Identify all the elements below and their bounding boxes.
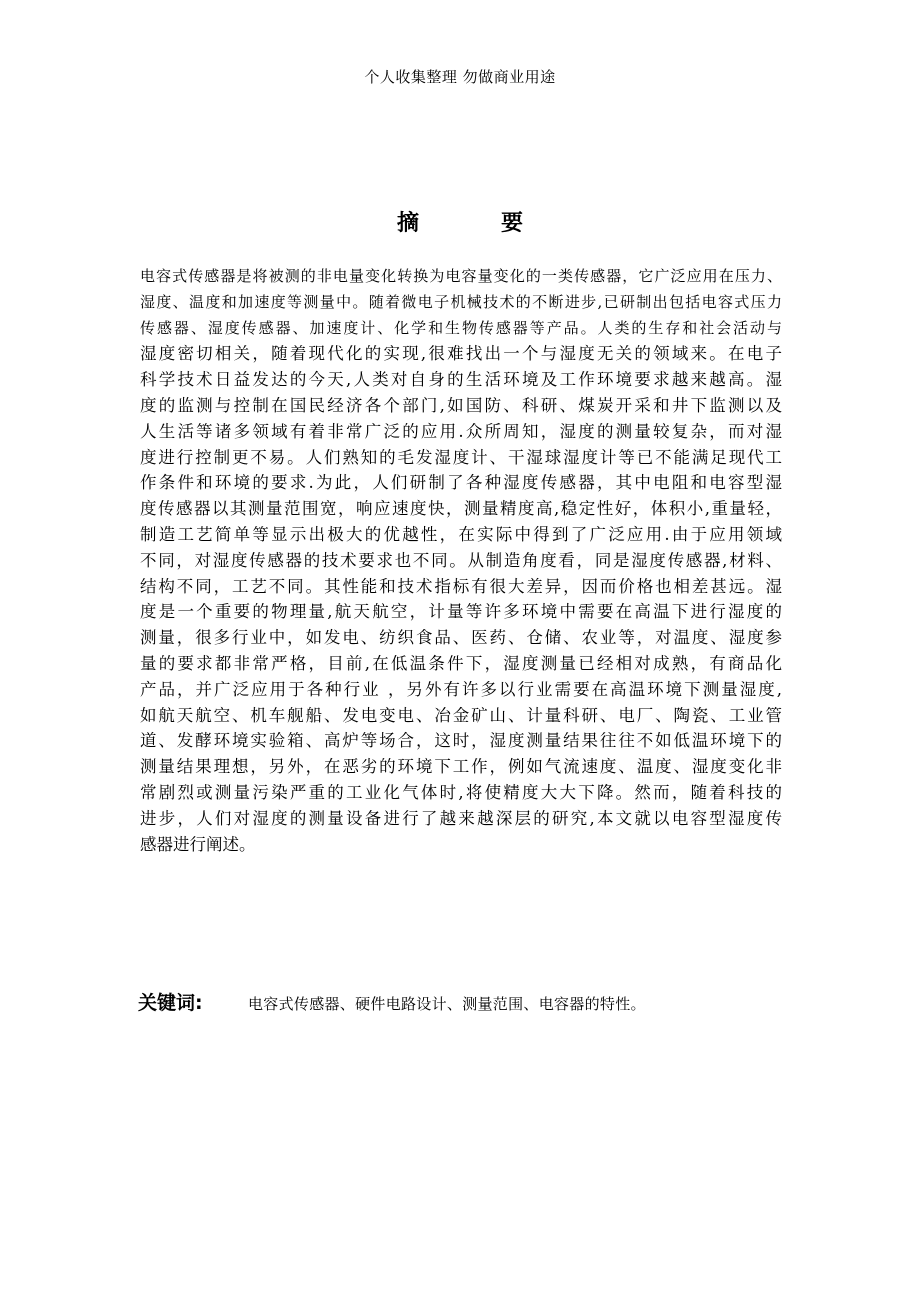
abstract-line: 常剧烈或测量污染严重的工业化气体时,将使精度大大下降。然而，随着科技的 bbox=[140, 782, 782, 802]
abstract-line: 测量，很多行业中，如发电、纺织食品、医药、仓储、农业等，对温度、湿度参 bbox=[140, 628, 782, 648]
keywords-text: 电容式传感器、硬件电路设计、测量范围、电容器的特性。 bbox=[248, 995, 646, 1013]
abstract-line: 进步，人们对湿度的测量设备进行了越来越深层的研究,本文就以电容型湿度传 bbox=[140, 808, 782, 828]
abstract-line: 作条件和环境的要求.为此，人们研制了各种湿度传感器，其中电阻和电容型湿 bbox=[140, 473, 782, 493]
abstract-body bbox=[140, 264, 782, 857]
abstract-line: 传感器、湿度传感器、加速度计、化学和生物传感器等产品。人类的生存和社会活动与 bbox=[140, 318, 782, 337]
abstract-title-char-2: 要 bbox=[501, 211, 524, 236]
abstract-line: 度的监测与控制在国民经济各个部门,如国防、科研、煤炭开采和井下监测以及 bbox=[140, 395, 782, 415]
abstract-line: 度是一个重要的物理量,航天航空，计量等许多环境中需要在高温下进行湿度的 bbox=[140, 602, 782, 622]
abstract-line: 感器进行阐述。 bbox=[140, 834, 256, 854]
abstract-line: 制造工艺简单等显示出极大的优越性，在实际中得到了广泛应用.由于应用领域 bbox=[140, 524, 782, 544]
abstract-line: 湿度密切相关，随着现代化的实现,很难找出一个与湿度无关的领域来。在电子 bbox=[140, 344, 782, 364]
abstract-line: 人生活等诸多领域有着非常广泛的应用.众所周知，湿度的测量较复杂，而对湿 bbox=[140, 421, 782, 441]
abstract-line: 湿度、温度和加速度等测量中。随着微电子机械技术的不断进步,已研制出包括电容式压力 bbox=[140, 292, 782, 311]
abstract-line: 电容式传感器是将被测的非电量变化转换为电容量变化的一类传感器，它广泛应用在压力、 bbox=[140, 267, 782, 285]
abstract-line: 不同，对湿度传感器的技术要求也不同。从制造角度看，同是湿度传感器,材料、 bbox=[140, 550, 782, 570]
keywords-label: 关键词: bbox=[138, 992, 203, 1014]
keywords-section bbox=[138, 988, 838, 1015]
abstract-line: 度传感器以其测量范围宽，响应速度快，测量精度高,稳定性好，体积小,重量轻， bbox=[140, 499, 782, 519]
abstract-line: 如航天航空、机车舰船、发电变电、冶金矿山、计量科研、电厂、陶瓷、工业管 bbox=[140, 705, 782, 725]
abstract-line: 结构不同，工艺不同。其性能和技术指标有很大差异，因而价格也相差甚远。湿 bbox=[140, 576, 782, 596]
abstract-line: 量的要求都非常严格，目前,在低温条件下，湿度测量已经相对成熟，有商品化 bbox=[140, 653, 782, 673]
header-note: 个人收集整理 勿做商业用途 bbox=[364, 68, 556, 86]
abstract-line: 度进行控制更不易。人们熟知的毛发湿度计、干湿球湿度计等已不能满足现代工 bbox=[140, 447, 782, 467]
abstract-line: 测量结果理想，另外，在恶劣的环境下工作，例如气流速度、温度、湿度变化非 bbox=[140, 757, 782, 777]
abstract-line: 产品，并广泛应用于各种行业 ，另外有许多以行业需要在高温环境下测量湿度, bbox=[140, 679, 782, 699]
abstract-line: 道、发酵环境实验箱、高炉等场合，这时，湿度测量结果往往不如低温环境下的 bbox=[140, 731, 782, 751]
abstract-title bbox=[0, 206, 920, 237]
abstract-line: 科学技术日益发达的今天,人类对自身的生活环境及工作环境要求越来越高。湿 bbox=[140, 370, 782, 390]
abstract-title-char-1: 摘 bbox=[396, 211, 419, 236]
